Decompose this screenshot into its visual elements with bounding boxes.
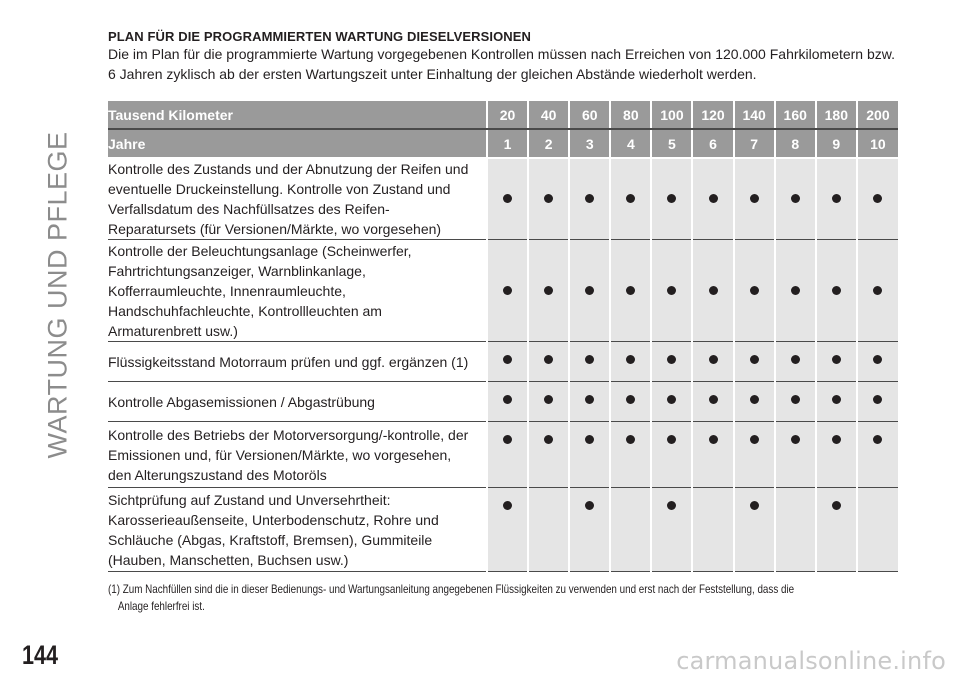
schedule-cell	[528, 342, 569, 382]
check-dot-icon	[709, 286, 718, 295]
row-description-line: Verfallsdatum des Nachfüllsatzes des Reifen-	[108, 201, 390, 217]
footnote	[108, 581, 795, 615]
row-description-line: Kontrolle des Betriebs der Motorversorgung/-kontrolle, der	[108, 426, 469, 443]
check-dot-icon	[503, 355, 512, 364]
page-number: 144	[22, 640, 59, 670]
schedule-cell	[734, 422, 775, 488]
schedule-cell	[734, 158, 775, 240]
row-description-line: Schläuche (Abgas, Kraftstoff, Bremsen), Gummiteile	[108, 531, 433, 548]
footnote-line: (1) Zum Nachfüllen sind die in dieser Bedienungs- und Wartungsanleitung angegebenen Flüssigkeiten zu verwenden und erst nach der Feststellung, dass die	[108, 582, 795, 596]
watermark: carmanualsonline.info	[676, 647, 946, 675]
schedule-cell	[569, 382, 610, 422]
row-description	[108, 488, 487, 572]
row-description-line: (Hauben, Manschetten, Buchsen usw.)	[108, 551, 349, 568]
row-description-line: Karosserieaußenseite, Unterbodenschutz, Rohre und	[108, 511, 439, 528]
row-description	[108, 382, 487, 422]
schedule-cell	[569, 240, 610, 342]
schedule-cell	[692, 422, 733, 488]
check-dot-icon	[832, 194, 841, 203]
years-header-cell: 6	[692, 129, 733, 158]
row-description-line: Kofferraumleuchte, Innenraumleuchte,	[108, 282, 346, 299]
schedule-cell	[487, 422, 528, 488]
schedule-cell	[651, 422, 692, 488]
check-dot-icon	[750, 194, 759, 203]
row-description	[108, 422, 487, 488]
schedule-cell	[857, 488, 898, 572]
check-dot-icon	[626, 194, 635, 203]
row-description-line: Flüssigkeitsstand Motorraum prüfen und ggf. ergänzen (1)	[108, 353, 469, 370]
check-dot-icon	[544, 355, 553, 364]
schedule-cell	[487, 488, 528, 572]
check-dot-icon	[832, 355, 841, 364]
km-header-row	[108, 101, 898, 129]
schedule-cell	[692, 488, 733, 572]
check-dot-icon	[832, 395, 841, 404]
schedule-cell	[775, 488, 816, 572]
table-row	[108, 382, 898, 422]
row-description	[108, 158, 487, 240]
intro-line: Die im Plan für die programmierte Wartung vorgegebenen Kontrollen müssen nach Erreichen von 120.000 Fahrkilometern bzw.	[108, 46, 896, 62]
row-description-line: Reparatursets (für Versionen/Märkte, wo vorgesehen)	[108, 221, 442, 237]
row-description-line: den Alterungszustand des Motoröls	[108, 466, 327, 483]
schedule-cell	[487, 342, 528, 382]
schedule-cell	[651, 488, 692, 572]
schedule-cell	[528, 382, 569, 422]
years-header-cell: 4	[610, 129, 651, 158]
schedule-cell	[569, 342, 610, 382]
check-dot-icon	[544, 194, 553, 203]
schedule-cell	[651, 382, 692, 422]
years-header-cell: 9	[816, 129, 857, 158]
check-dot-icon	[503, 435, 512, 444]
years-header-row	[108, 129, 898, 158]
schedule-cell	[775, 422, 816, 488]
schedule-cell	[734, 488, 775, 572]
check-dot-icon	[503, 395, 512, 404]
check-dot-icon	[873, 395, 882, 404]
years-header-cell: 1	[487, 129, 528, 158]
check-dot-icon	[626, 435, 635, 444]
check-dot-icon	[626, 286, 635, 295]
schedule-cell	[857, 342, 898, 382]
maintenance-table	[108, 101, 898, 572]
row-description-line: Sichtprüfung auf Zustand und Unversehrtheit:	[108, 491, 391, 508]
check-dot-icon	[750, 286, 759, 295]
check-dot-icon	[667, 194, 676, 203]
schedule-cell	[569, 488, 610, 572]
intro-paragraph	[108, 44, 908, 84]
check-dot-icon	[544, 435, 553, 444]
intro-line: 6 Jahren zyklisch ab der ersten Wartungszeit unter Einhaltung der gleichen Abstände wiederholt werden.	[108, 66, 757, 82]
table-row	[108, 422, 898, 488]
section-heading: PLAN FÜR DIE PROGRAMMIERTEN WARTUNG DIESELVERSIONEN	[108, 29, 532, 44]
row-description-line: eventuelle Druckeinstellung. Kontrolle von Zustand und	[108, 181, 451, 197]
check-dot-icon	[709, 435, 718, 444]
km-header-cell: 160	[775, 101, 816, 129]
km-header-cell: 140	[734, 101, 775, 129]
schedule-cell	[610, 382, 651, 422]
schedule-cell	[692, 382, 733, 422]
check-dot-icon	[873, 286, 882, 295]
check-dot-icon	[791, 395, 800, 404]
check-dot-icon	[832, 435, 841, 444]
schedule-cell	[857, 382, 898, 422]
check-dot-icon	[750, 435, 759, 444]
check-dot-icon	[709, 355, 718, 364]
schedule-cell	[651, 342, 692, 382]
schedule-cell	[857, 158, 898, 240]
row-description	[108, 240, 487, 342]
schedule-cell	[487, 382, 528, 422]
check-dot-icon	[585, 395, 594, 404]
schedule-cell	[610, 158, 651, 240]
km-header-cell: 80	[610, 101, 651, 129]
row-description-line: Fahrtrichtungsanzeiger, Warnblinkanlage,	[108, 262, 366, 279]
table-row	[108, 158, 898, 240]
check-dot-icon	[667, 501, 676, 510]
check-dot-icon	[791, 286, 800, 295]
check-dot-icon	[544, 286, 553, 295]
table-row	[108, 240, 898, 342]
schedule-cell	[528, 422, 569, 488]
check-dot-icon	[585, 355, 594, 364]
row-description-line: Handschuhfachleuchte, Kontrollleuchten am	[108, 302, 382, 319]
check-dot-icon	[750, 355, 759, 364]
schedule-cell	[734, 382, 775, 422]
schedule-cell	[775, 240, 816, 342]
schedule-cell	[775, 158, 816, 240]
years-header-cell: 2	[528, 129, 569, 158]
check-dot-icon	[503, 501, 512, 510]
check-dot-icon	[791, 435, 800, 444]
schedule-cell	[487, 240, 528, 342]
check-dot-icon	[791, 355, 800, 364]
schedule-cell	[857, 422, 898, 488]
schedule-cell	[610, 422, 651, 488]
chapter-side-title-text: WARTUNG UND PFLEGE	[42, 131, 73, 459]
schedule-cell	[857, 240, 898, 342]
years-header-cell: 8	[775, 129, 816, 158]
check-dot-icon	[585, 501, 594, 510]
years-header-cell: 10	[857, 129, 898, 158]
years-header-cell: 5	[651, 129, 692, 158]
check-dot-icon	[503, 286, 512, 295]
km-header-cell: 100	[651, 101, 692, 129]
years-header-cell: 7	[734, 129, 775, 158]
table-row	[108, 342, 898, 382]
schedule-cell	[692, 240, 733, 342]
km-header-cell: 20	[487, 101, 528, 129]
check-dot-icon	[791, 194, 800, 203]
check-dot-icon	[667, 286, 676, 295]
km-header-cell: 40	[528, 101, 569, 129]
schedule-cell	[610, 342, 651, 382]
row-description	[108, 342, 487, 382]
schedule-cell	[651, 240, 692, 342]
check-dot-icon	[626, 395, 635, 404]
check-dot-icon	[503, 194, 512, 203]
check-dot-icon	[709, 395, 718, 404]
schedule-cell	[692, 342, 733, 382]
schedule-cell	[610, 240, 651, 342]
check-dot-icon	[585, 286, 594, 295]
row-description-line: Kontrolle Abgasemissionen / Abgastrübung	[108, 393, 375, 410]
check-dot-icon	[750, 395, 759, 404]
check-dot-icon	[626, 355, 635, 364]
check-dot-icon	[750, 501, 759, 510]
check-dot-icon	[667, 395, 676, 404]
km-header-cell: 60	[569, 101, 610, 129]
km-header-cell: 200	[857, 101, 898, 129]
row-description-line: Emissionen und, für Versionen/Märkte, wo vorgesehen,	[108, 446, 452, 463]
footnote-line: Anlage fehlerfrei ist.	[117, 599, 205, 613]
schedule-cell	[816, 342, 857, 382]
schedule-cell	[569, 422, 610, 488]
check-dot-icon	[709, 194, 718, 203]
check-dot-icon	[667, 435, 676, 444]
schedule-cell	[487, 158, 528, 240]
years-header-label: Jahre	[108, 129, 487, 158]
check-dot-icon	[873, 435, 882, 444]
schedule-cell	[816, 488, 857, 572]
check-dot-icon	[873, 194, 882, 203]
schedule-cell	[816, 422, 857, 488]
schedule-cell	[528, 158, 569, 240]
row-description-line: Kontrolle des Zustands und der Abnutzung der Reifen und	[108, 161, 469, 177]
schedule-cell	[610, 488, 651, 572]
years-header-cell: 3	[569, 129, 610, 158]
schedule-cell	[528, 240, 569, 342]
schedule-cell	[651, 158, 692, 240]
schedule-cell	[569, 158, 610, 240]
check-dot-icon	[585, 194, 594, 203]
schedule-cell	[734, 240, 775, 342]
check-dot-icon	[873, 355, 882, 364]
schedule-cell	[528, 488, 569, 572]
km-header-label: Tausend Kilometer	[108, 101, 487, 129]
schedule-cell	[775, 342, 816, 382]
schedule-cell	[734, 342, 775, 382]
km-header-cell: 120	[692, 101, 733, 129]
check-dot-icon	[667, 355, 676, 364]
row-description-line: Kontrolle der Beleuchtungsanlage (Scheinwerfer,	[108, 242, 412, 259]
km-header-cell: 180	[816, 101, 857, 129]
check-dot-icon	[585, 435, 594, 444]
table-row	[108, 488, 898, 572]
schedule-cell	[692, 158, 733, 240]
schedule-cell	[775, 382, 816, 422]
check-dot-icon	[832, 501, 841, 510]
check-dot-icon	[832, 286, 841, 295]
schedule-cell	[816, 240, 857, 342]
row-description-line: Armaturenbrett usw.)	[108, 322, 238, 339]
schedule-cell	[816, 158, 857, 240]
schedule-cell	[816, 382, 857, 422]
check-dot-icon	[544, 395, 553, 404]
